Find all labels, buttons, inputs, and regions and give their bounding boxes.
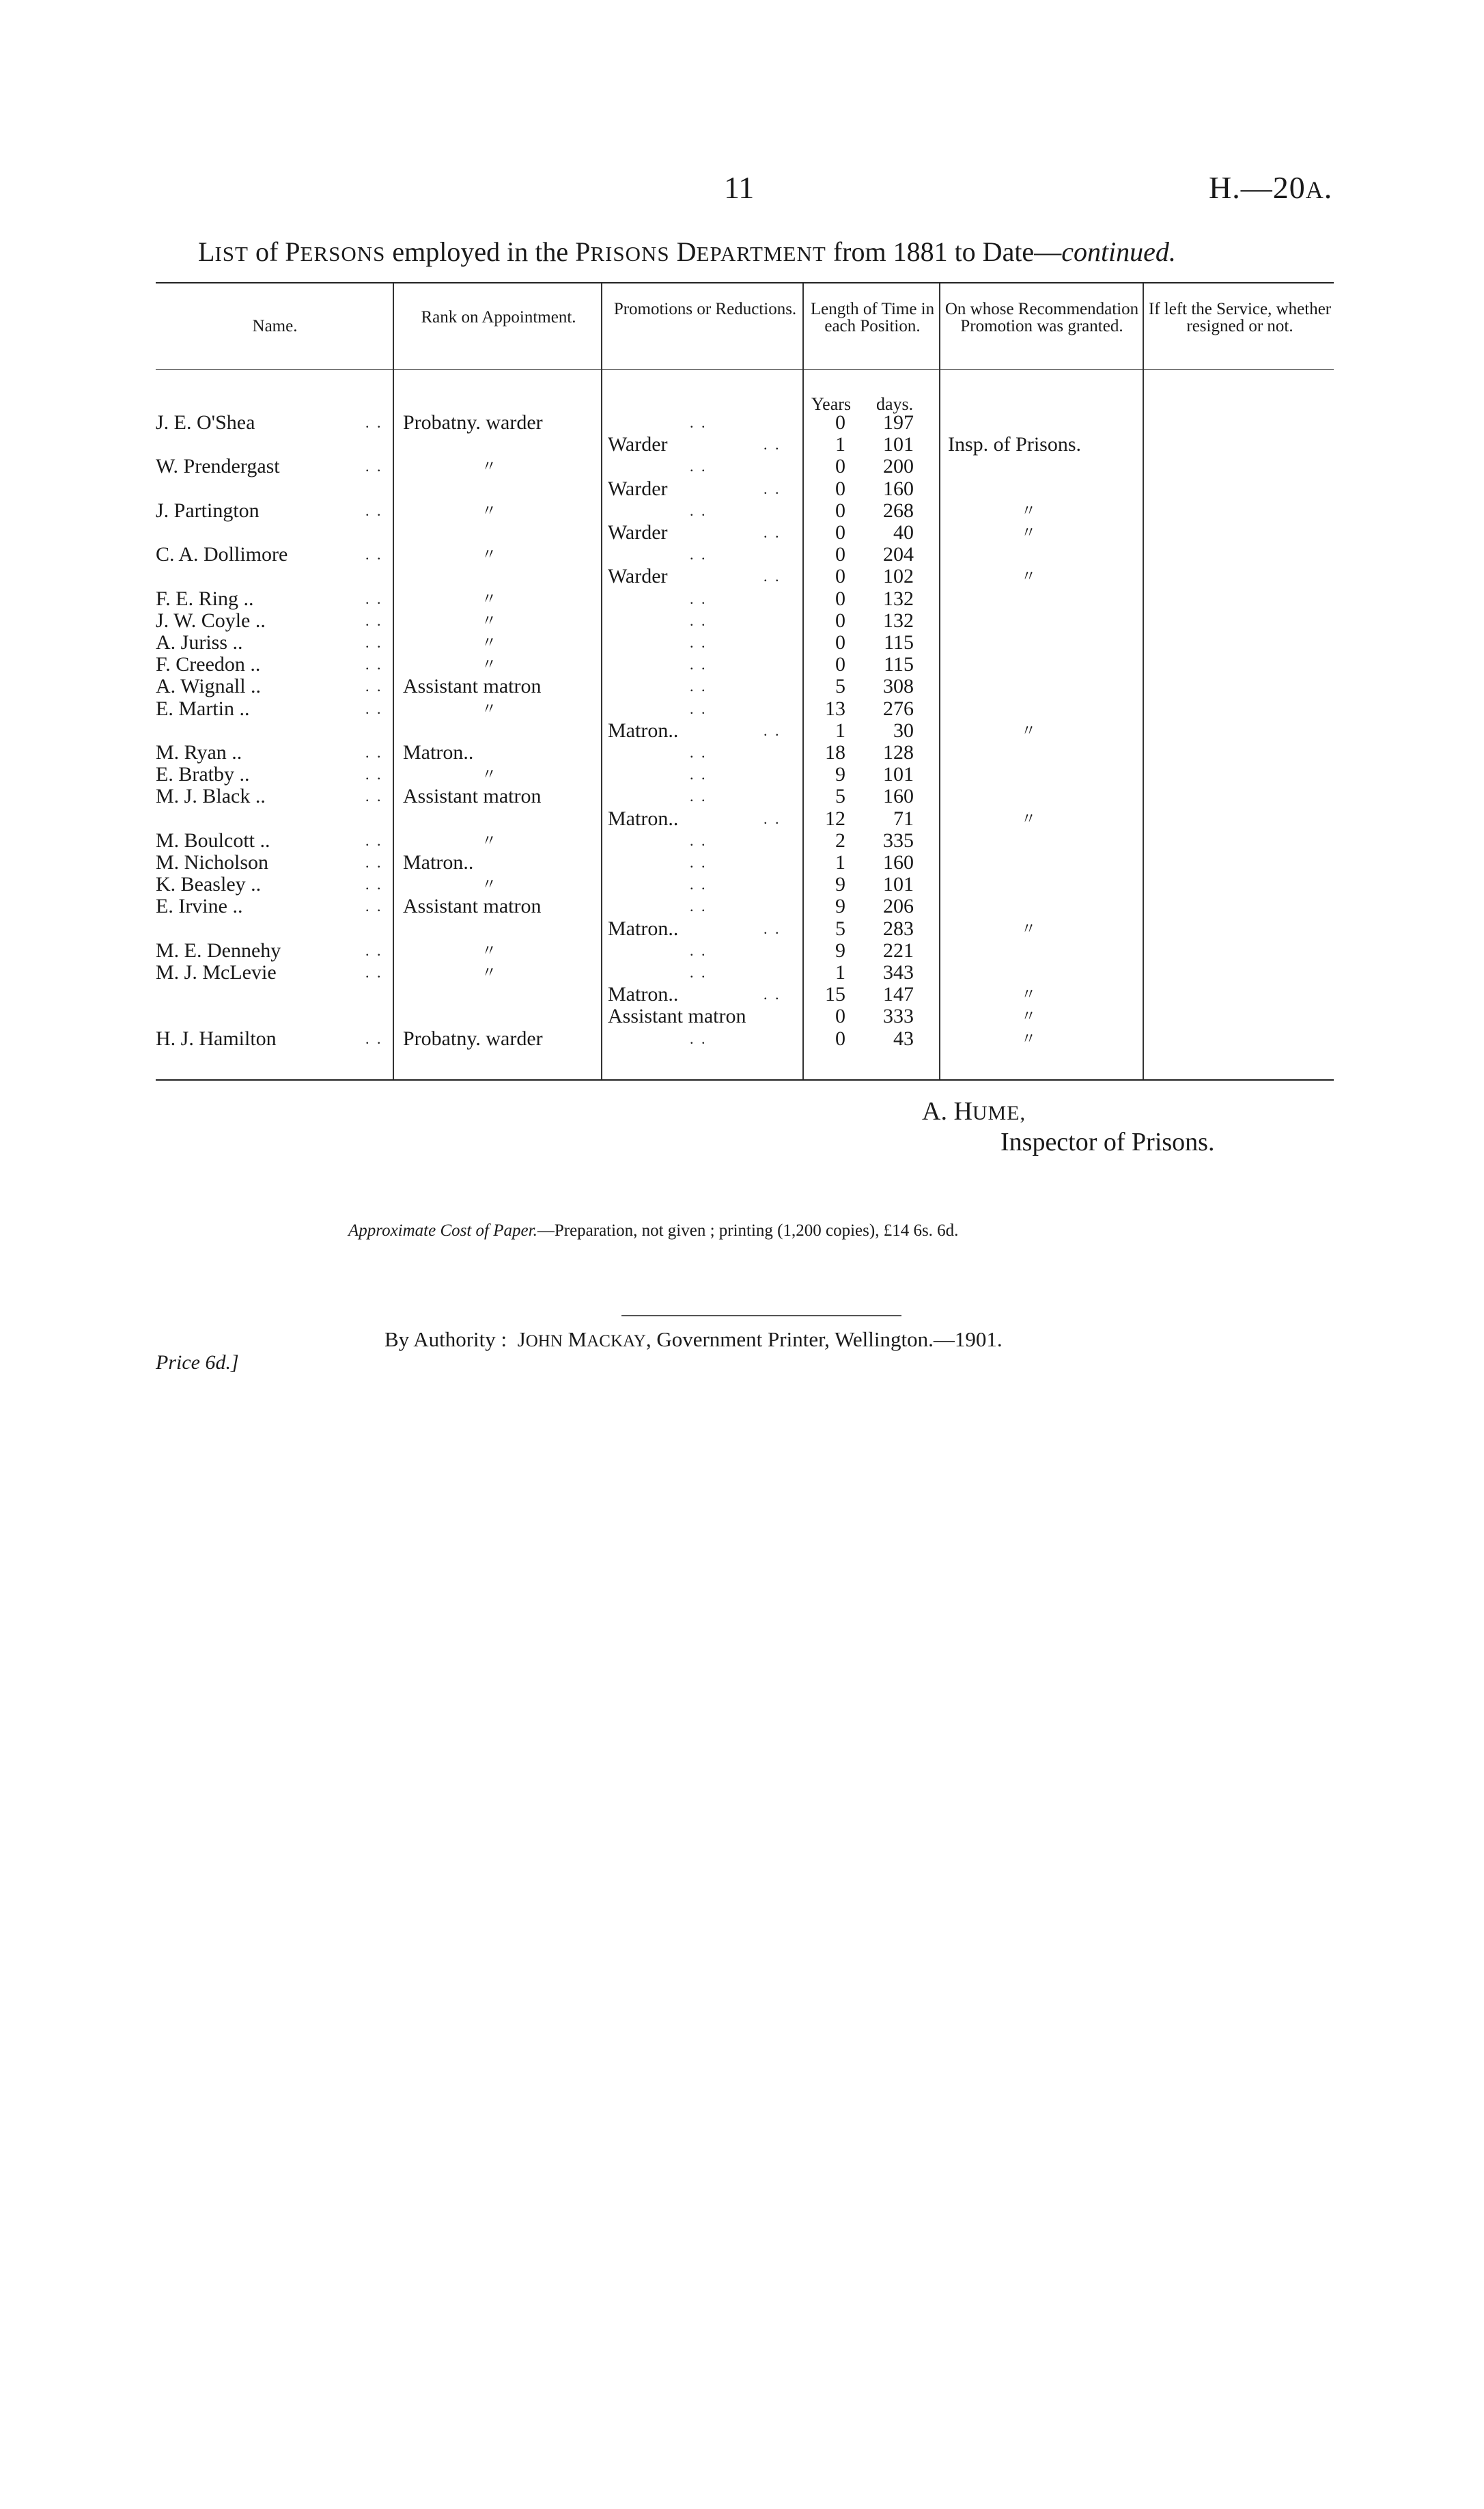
name-cell: F. E. Ring .. [156,587,254,610]
rank-cell: Matron.. [403,741,474,764]
name-leader-dots: . . [365,876,383,893]
promotion-leader-dots: . . [764,480,781,497]
duration-days: 132 [883,587,914,610]
name-leader-dots: . . [365,590,383,607]
name-cell: C. A. Dollimore [156,543,288,566]
col-divider-2 [601,283,602,1079]
duration-years: 5 [835,675,845,698]
duration-days: 333 [883,1005,914,1028]
cost-label: Approximate Cost of Paper. [348,1221,537,1240]
promotion-cell: Matron.. [608,917,679,940]
duration-years: 1 [835,851,845,874]
title-w7: from 1881 to Date— [832,236,1062,267]
printer-ohn: OHN [525,1332,563,1350]
promotion-empty-dots: . . [690,744,708,761]
duration-years: 9 [835,895,845,918]
duration-years: 0 [835,653,845,676]
duration-days: 30 [893,719,914,742]
duration-days: 197 [883,411,914,434]
duration-days: 43 [893,1027,914,1050]
duration-years: 18 [825,741,845,764]
rank-cell: Assistant matron [403,895,542,918]
promotion-empty-dots: . . [690,634,708,651]
duration-days: 40 [893,521,914,544]
duration-days: 102 [883,565,914,588]
name-cell: E. Martin .. [156,697,250,720]
name-cell: M. J. Black .. [156,785,266,808]
name-leader-dots: . . [365,941,383,959]
promotion-leader-dots: . . [764,919,781,937]
recommendation-cell: 〃 [1021,1008,1037,1025]
column-header-recommendation: On whose Recommendation Promotion was granted. [944,300,1139,335]
duration-days: 128 [883,741,914,764]
promotion-empty-dots: . . [690,678,708,695]
duration-years: 0 [835,521,845,544]
promotion-cell: Warder [608,433,668,456]
name-cell: E. Irvine .. [156,895,243,918]
duration-years: 0 [835,477,845,500]
doc-ref-suffix: A [1305,176,1324,204]
document-reference [1209,169,1332,206]
col-divider-1 [393,283,394,1079]
promotion-empty-dots: . . [690,590,708,607]
recommendation-cell: 〃 [1021,986,1037,1003]
name-cell: F. Creedon .. [156,653,261,676]
printer-j: J [517,1327,526,1351]
duration-years: 1 [835,961,845,984]
name-leader-dots: . . [365,678,383,695]
promotion-empty-dots: . . [690,546,708,564]
promotion-leader-dots: . . [764,721,781,739]
recommendation-cell: 〃 [1021,524,1037,541]
duration-days: 160 [883,785,914,808]
title-w1-initial: L [198,236,215,267]
duration-years: 0 [835,543,845,566]
promotion-empty-dots: . . [690,699,708,717]
duration-years: 5 [835,785,845,808]
title-continued: continued. [1061,236,1176,267]
rank-cell: Probatny. warder [403,1027,543,1050]
rank-cell: 〃 [481,501,497,519]
promotion-empty-dots: . . [690,458,708,475]
duration-days: 221 [883,939,914,962]
separator-rule [621,1315,901,1316]
name-cell: M. E. Dennehy [156,939,281,962]
rank-cell: 〃 [481,590,497,607]
name-cell: J. Partington [156,499,260,522]
duration-years: 1 [835,433,845,456]
promotion-empty-dots: . . [690,501,708,519]
promotion-cell: Warder [608,565,668,588]
table-top-rule [156,282,1334,283]
rank-cell: 〃 [481,699,497,717]
title-w2: of [255,236,279,267]
promotion-empty-dots: . . [690,788,708,805]
duration-days: 204 [883,543,914,566]
name-cell: M. Nicholson [156,851,268,874]
duration-days: 276 [883,697,914,720]
promotion-cell: Matron.. [608,719,679,742]
promotion-empty-dots: . . [690,854,708,871]
recommendation-cell: 〃 [1021,501,1037,519]
title-w1-rest: IST [214,242,249,266]
promotion-empty-dots: . . [690,1029,708,1047]
duration-days: 160 [883,477,914,500]
title-w5-rest: RISONS [590,242,670,266]
rank-cell: Assistant matron [403,785,542,808]
signature-name-rest: UME, [972,1102,1026,1124]
title-w6-rest: EPARTMENT [696,242,826,266]
rank-cell: Assistant matron [403,675,542,698]
name-leader-dots: . . [365,898,383,915]
col-divider-3 [802,283,804,1079]
name-leader-dots: . . [365,831,383,849]
promotion-leader-dots: . . [764,568,781,585]
rank-cell: Matron.. [403,851,474,874]
rank-cell: 〃 [481,656,497,674]
name-leader-dots: . . [365,964,383,981]
rank-cell: Probatny. warder [403,411,543,434]
rank-cell: 〃 [481,831,497,849]
duration-years: 0 [835,499,845,522]
name-leader-dots: . . [365,501,383,519]
name-cell: K. Beasley .. [156,873,262,896]
promotion-empty-dots: . . [690,656,708,674]
duration-years: 9 [835,873,845,896]
name-leader-dots: . . [365,1029,383,1047]
duration-days: 115 [884,631,914,654]
signature-name [922,1096,1026,1126]
table-header-rule [156,369,1334,370]
promotion-leader-dots: . . [764,524,781,541]
rank-cell: 〃 [481,766,497,784]
promotion-cell: Warder [608,521,668,544]
printer-suffix: , Government Printer, Wellington.—1901. [645,1327,1003,1351]
duration-days: 147 [883,983,914,1006]
name-leader-dots: . . [365,634,383,651]
cost-of-paper [348,1221,958,1240]
printer-m: M [568,1327,587,1351]
name-cell: M. Ryan .. [156,741,242,764]
rank-cell: 〃 [481,634,497,651]
col-divider-5 [1143,283,1144,1079]
duration-years: 1 [835,719,845,742]
name-leader-dots: . . [365,611,383,629]
name-leader-dots: . . [365,854,383,871]
duration-days: 132 [883,609,914,632]
promotion-empty-dots: . . [690,941,708,959]
duration-days: 160 [883,851,914,874]
promotion-empty-dots: . . [690,898,708,915]
duration-days: 101 [883,873,914,896]
column-header-length: Length of Time in each Position. [810,300,935,335]
name-cell: H. J. Hamilton [156,1027,277,1050]
duration-years: 15 [825,983,845,1006]
rank-cell: 〃 [481,941,497,959]
promotion-empty-dots: . . [690,964,708,981]
duration-years: 0 [835,1027,845,1050]
duration-days: 115 [884,653,914,676]
duration-years: 0 [835,411,845,434]
promotion-cell: Matron.. [608,807,679,830]
name-leader-dots: . . [365,458,383,475]
promotion-empty-dots: . . [690,414,708,431]
duration-days: 71 [893,807,914,830]
duration-days: 101 [883,433,914,456]
name-cell: J. E. O'Shea [156,411,255,434]
name-cell: J. W. Coyle .. [156,609,266,632]
duration-years: 0 [835,587,845,610]
duration-years: 0 [835,609,845,632]
duration-days: 335 [883,829,914,852]
recommendation-cell: 〃 [1021,809,1037,827]
duration-days: 308 [883,675,914,698]
duration-years: 12 [825,807,845,830]
recommendation-cell: 〃 [1021,568,1037,585]
name-cell: W. Prendergast [156,455,280,478]
name-leader-dots: . . [365,788,383,805]
duration-days: 101 [883,763,914,786]
duration-years: 0 [835,565,845,588]
title-w5-initial: P [575,236,591,267]
name-leader-dots: . . [365,414,383,431]
printer-ackay: ACKAY [587,1332,646,1350]
recommendation-cell: 〃 [1021,721,1037,739]
doc-ref-main: H.—20 [1209,170,1306,205]
rank-cell: 〃 [481,546,497,564]
name-leader-dots: . . [365,656,383,674]
days-unit-label: days. [876,394,914,414]
doc-ref-dot: . [1324,170,1333,205]
rank-cell: 〃 [481,964,497,981]
page-number: 11 [724,170,755,205]
duration-days: 206 [883,895,914,918]
promotion-leader-dots: . . [764,809,781,827]
duration-years: 9 [835,939,845,962]
promotion-empty-dots: . . [690,831,708,849]
promotion-cell: Matron.. [608,983,679,1006]
title-w4: employed in the [392,236,569,267]
name-cell: M. Boulcott .. [156,829,270,852]
duration-years: 13 [825,697,845,720]
rank-cell: 〃 [481,876,497,893]
duration-years: 9 [835,763,845,786]
duration-years: 2 [835,829,845,852]
signature-title: Inspector of Prisons. [1000,1128,1215,1156]
promotion-cell: Warder [608,477,668,500]
duration-days: 283 [883,917,914,940]
name-leader-dots: . . [365,699,383,717]
column-header-left-service: If left the Service, whether resigned or not. [1148,300,1332,335]
promotion-leader-dots: . . [764,436,781,454]
promotion-leader-dots: . . [764,986,781,1003]
promotion-empty-dots: . . [690,611,708,629]
table-bottom-rule [156,1079,1334,1081]
rank-cell: 〃 [481,458,497,475]
name-cell: E. Bratby .. [156,763,250,786]
name-leader-dots: . . [365,546,383,564]
cost-text: —Preparation, not given ; printing (1,200 copies), £14 6s. 6d. [537,1221,959,1240]
page-title [198,236,1176,268]
years-unit-label: Years [811,394,852,414]
duration-days: 200 [883,455,914,478]
col-divider-4 [939,283,940,1079]
duration-days: 343 [883,961,914,984]
recommendation-cell: 〃 [1021,919,1037,937]
name-cell: M. J. McLevie [156,961,277,984]
promotion-empty-dots: . . [690,876,708,893]
title-w3-initial: P [285,236,300,267]
title-w3-rest: ERSONS [300,242,386,266]
promotion-cell: Assistant matron [608,1005,746,1028]
duration-years: 0 [835,1005,845,1028]
name-leader-dots: . . [365,744,383,761]
column-header-name: Name. [252,317,298,335]
duration-years: 0 [835,455,845,478]
duration-years: 0 [835,631,845,654]
title-w6-initial: D [676,236,697,267]
column-header-promotions: Promotions or Reductions. [613,300,797,318]
price-note: Price 6d.] [156,1351,239,1374]
column-header-rank: Rank on Appointment. [421,308,576,327]
recommendation-cell: 〃 [1021,1029,1037,1047]
rank-cell: 〃 [481,611,497,629]
duration-years: 5 [835,917,845,940]
recommendation-cell: Insp. of Prisons. [948,433,1082,456]
promotion-empty-dots: . . [690,766,708,784]
printer-prefix: By Authority : [384,1327,507,1351]
signature-name-initial: A. H [922,1097,972,1126]
name-leader-dots: . . [365,766,383,784]
printer-authority [384,1327,1003,1352]
name-cell: A. Juriss .. [156,631,243,654]
duration-days: 268 [883,499,914,522]
name-cell: A. Wignall .. [156,675,262,698]
